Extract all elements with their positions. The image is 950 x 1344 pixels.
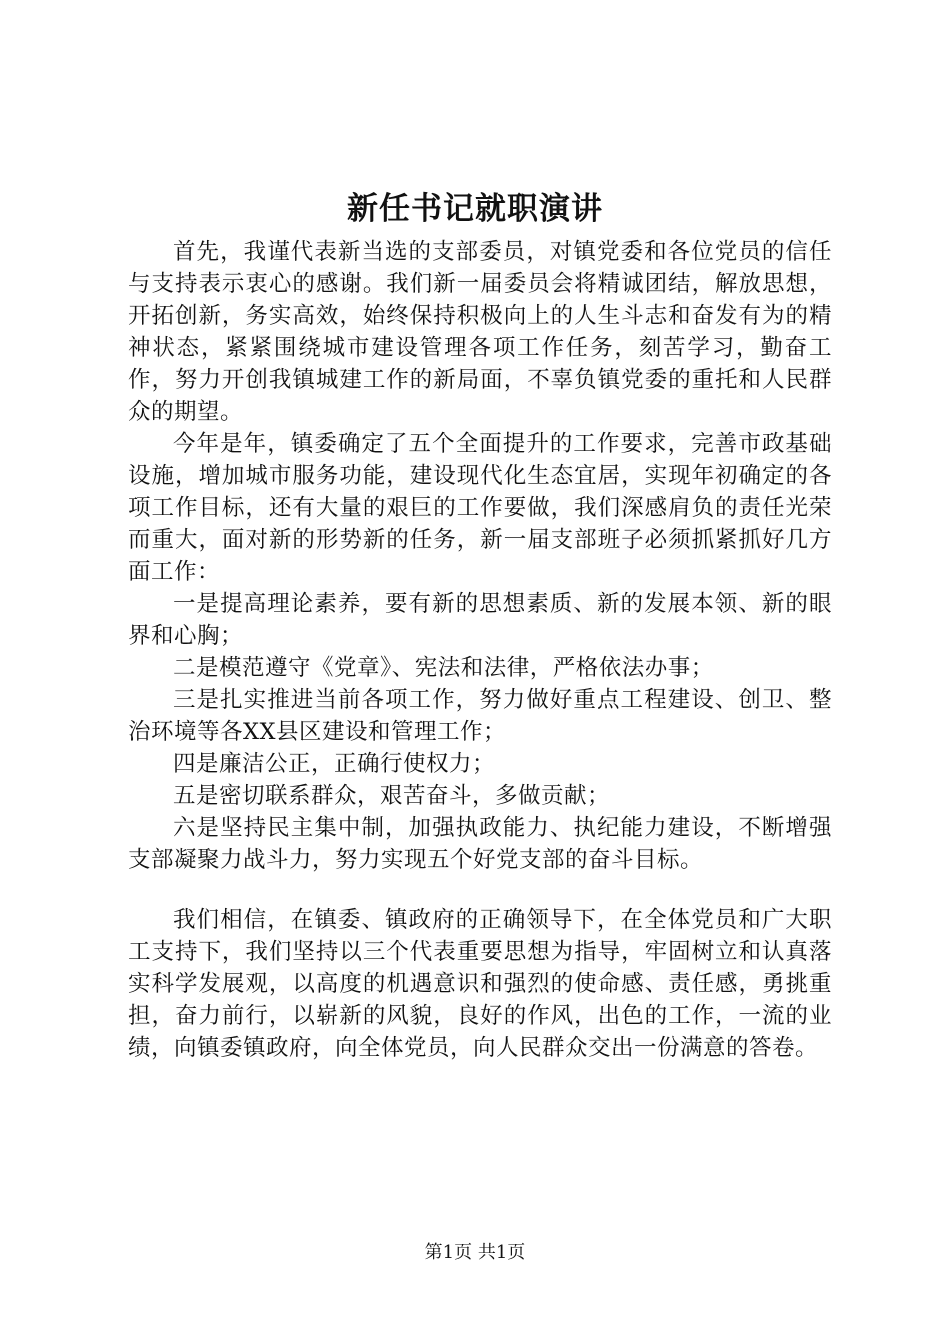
paragraph-item-3: 三是扎实推进当前各项工作，努力做好重点工程建设、创卫、整治环境等各XX县区建设和管理工作； xyxy=(128,687,832,745)
paragraph-closing: 我们相信，在镇委、镇政府的正确领导下，在全体党员和广大职工支持下，我们坚持以三个代表重要思想为指导，牢固树立和认真落实科学发展观，以高度的机遇意识和强烈的使命感、责任感，勇挑重担，奋力前行，以崭新的风貌，良好的作风，出色的工作，一流的业绩，向镇委镇政府，向全体党员，向人民群众交出一份满意的答卷。 xyxy=(128,907,832,1061)
paragraph-tasks-intro: 今年是年，镇委确定了五个全面提升的工作要求，完善市政基础设施，增加城市服务功能，建设现代化生态宜居，实现年初确定的各项工作目标，还有大量的艰巨的工作要做，我们深感肩负的责任光荣而重大，面对新的形势新的任务，新一届支部班子必须抓紧抓好几方面工作： xyxy=(128,431,832,585)
paragraph-thanks: 首先，我谨代表新当选的支部委员，对镇党委和各位党员的信任与支持表示衷心的感谢。我们新一届委员会将精诚团结，解放思想，开拓创新，务实高效，始终保持积极向上的人生斗志和奋发有为的精神状态，紧紧围绕城市建设管理各项工作任务，刻苦学习，勤奋工作，努力开创我镇城建工作的新局面，不辜负镇党委的重托和人民群众的期望。 xyxy=(128,239,832,425)
page-footer: 第1页 共1页 xyxy=(424,1242,526,1263)
paragraph-item-5: 五是密切联系群众，艰苦奋斗，多做贡献； xyxy=(173,783,611,809)
paragraph-item-6: 六是坚持民主集中制，加强执政能力、执纪能力建设，不断增强支部凝聚力战斗力，努力实现五个好党支部的奋斗目标。 xyxy=(128,815,832,873)
paragraph-item-1: 一是提高理论素养，要有新的思想素质、新的发展本领、新的眼界和心胸； xyxy=(128,591,832,649)
paragraph-item-2: 二是模范遵守《党章》、宪法和法律，严格依法办事； xyxy=(173,655,714,681)
document-title: 新任书记就职演讲 xyxy=(347,191,603,227)
document-body xyxy=(128,236,832,1064)
paragraph-item-4: 四是廉洁公正，正确行使权力； xyxy=(173,751,496,777)
